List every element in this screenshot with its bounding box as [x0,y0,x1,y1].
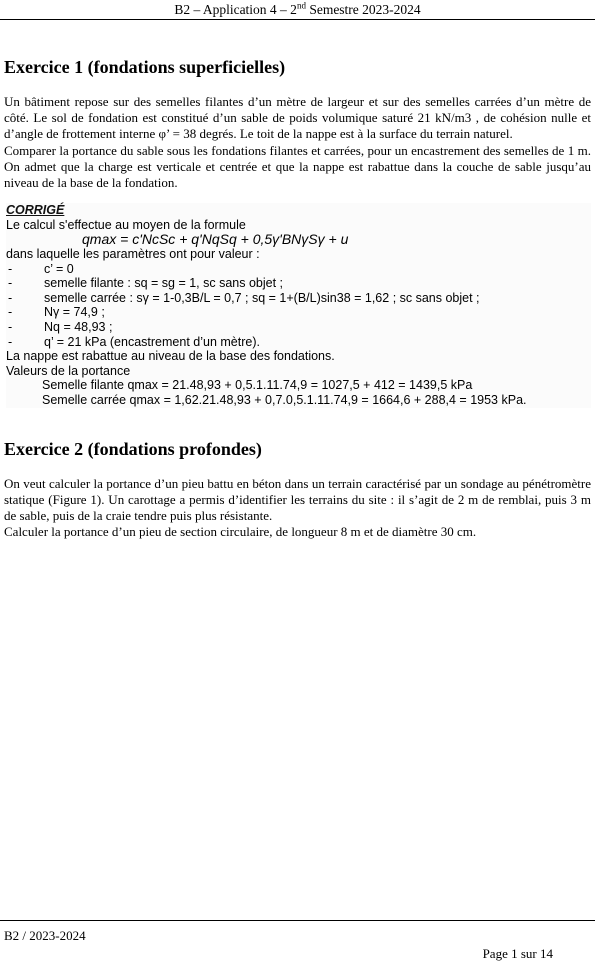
corrige-filante: Semelle filante qmax = 21.48,93 + 0,5.1.11.74,9 = 1027,5 + 412 = 1439,5 kPa [42,378,473,393]
list-item: - Nγ = 74,9 ; [6,305,591,320]
exercise2-paragraph1: On veut calculer la portance d’un pieu battu en béton dans un terrain caractérisé par un sondage au pénétromètre statique (Figure 1). Un carottage a permis d’identifier les terrains du site : il s’agit de 2 m de remblai, puis 3 m de sable, puis de la craie tendre puis plus résistante. [4,475,591,523]
corrige-nappe: La nappe est rabattue au niveau de la base des fondations. [6,349,335,364]
corrige-param-list [6,262,591,350]
footer-left: B2 / 2023-2024 [4,928,86,943]
exercise1-paragraph1: Un bâtiment repose sur des semelles filantes d’un mètre de largeur et sur des semelles carrées d’un mètre de côté. Le sol de fondation est constitué d’un sable de poids volumique saturé 21 kN/m3 , de cohésion nulle et d’angle de frottement interne φ’ = 38 degrés. Le toit de la nappe est à la surface du terrain naturel. [4,94,591,142]
document-body [4,56,591,540]
corrige-carree: Semelle carrée qmax = 1,62.21.48,93 + 0,7.0,5.1.11.74,9 = 1664,6 + 288,4 = 1953 kPa. [42,392,527,407]
exercise2-paragraph2: Calculer la portance d’un pieu de section circulaire, de longueur 8 m et de diamètre 30 cm. [4,524,477,540]
exercise2-title: Exercice 2 (fondations profondes) [4,438,262,459]
header-sup: nd [296,0,306,11]
page-number: Page 1 sur 14 [482,946,553,961]
list-item: - Nq = 48,93 ; [6,320,591,335]
corrige-valeurs: Valeurs de la portance [6,363,131,378]
corrige-params-intro: dans laquelle les paramètres ont pour valeur : [6,247,260,261]
footer-divider [0,920,595,921]
exercise1-paragraph2: Comparer la portance du sable sous les fondations filantes et carrées, pour un encastrement des semelles de 1 m. On admet que la charge est verticale et centrée et que la nappe est rabattue dans la couche de sable jusqu’au niveau de la base de la fondation. [4,142,591,191]
corrige-title: CORRIGÉ [6,203,65,218]
corrige-formula: qmax = c'NcSc + q'NqSq + 0,5γ'BNγSγ + u [82,231,349,248]
list-item: - q’ = 21 kPa (encastrement d’un mètre). [6,335,591,350]
page-header [0,0,595,20]
corrige-intro: Le calcul s'effectue au moyen de la formule [6,217,246,232]
list-item: - c’ = 0 [6,262,591,277]
list-item: - semelle carrée : sγ = 1-0,3B/L = 0,7 ; sq = 1+(B/L)sin38 = 1,62 ; sc sans objet ; [6,291,591,306]
corrige-block [6,203,591,407]
exercise1-title: Exercice 1 (fondations superficielles) [4,57,286,77]
list-item: - semelle filante : sq = sg = 1, sc sans objet ; [6,276,591,291]
header-prefix: B2 – Application 4 – 2 [174,2,297,17]
header-suffix: Semestre 2023-2024 [305,2,421,17]
